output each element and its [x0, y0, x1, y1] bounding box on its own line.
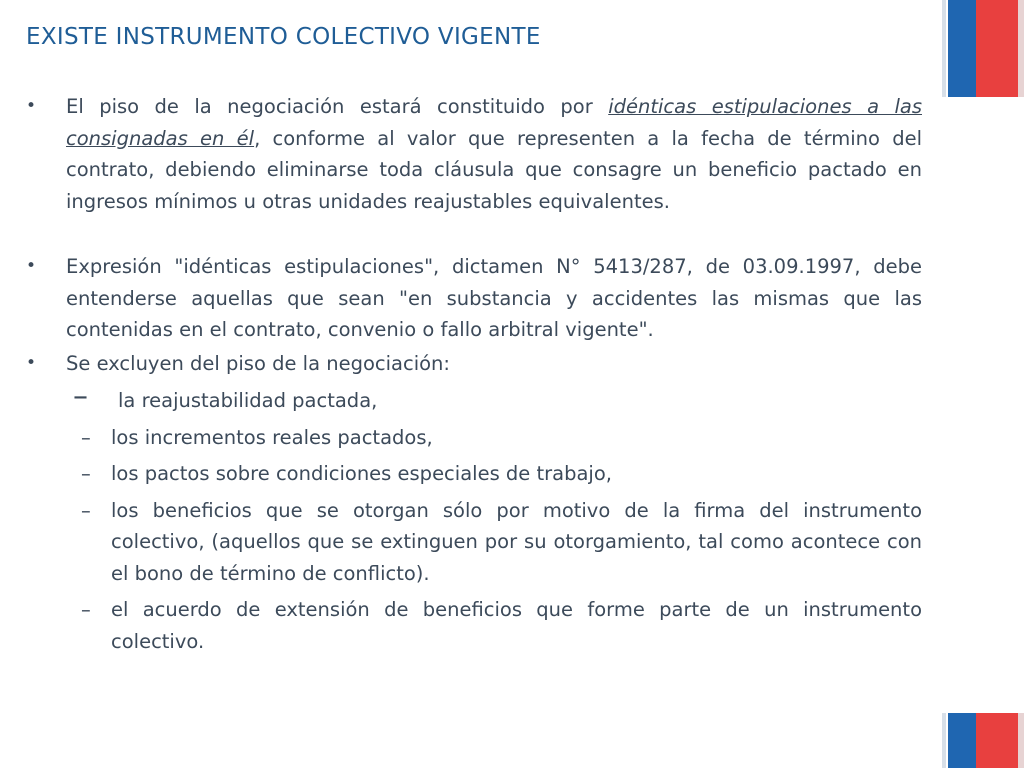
- flag-decoration-top: [942, 0, 1024, 97]
- sub-item-reajustabilidad: [26, 379, 922, 417]
- bullet-item-expresion: [26, 251, 922, 346]
- bullet-text: Se excluyen del piso de la negociación:: [66, 351, 450, 375]
- sub-item-extension: [26, 594, 922, 657]
- dash-icon: –: [81, 462, 91, 485]
- flag-red-stripe-top: [976, 0, 1024, 97]
- sub-item-text: los beneficios que se otorgan sólo por motivo de la firma del instrumento colectivo, (aquellos que se extinguen por su otorgamiento, tal como acontece con el bono de término de conflicto).: [111, 498, 922, 585]
- dash-icon: –: [81, 498, 91, 522]
- dash-icon: –: [81, 425, 91, 449]
- slide-title: EXISTE INSTRUMENTO COLECTIVO VIGENTE: [26, 24, 541, 50]
- dash-icon: –: [73, 379, 88, 414]
- flag-red-stripe-bottom: [976, 713, 1024, 768]
- sub-item-text: los incrementos reales pactados,: [111, 425, 433, 449]
- flag-blue-stripe-bottom: [942, 713, 976, 768]
- sub-item-text: los pactos sobre condiciones especiales de trabajo,: [111, 462, 612, 485]
- flag-decoration-bottom: [942, 713, 1024, 768]
- dash-icon: –: [81, 598, 91, 621]
- bullet-text-emphasis: idénticas estipulaciones a las consignadas en él: [66, 95, 922, 150]
- sub-item-text: el acuerdo de extensión de beneficios que forme parte de un instrumento colectivo.: [111, 598, 922, 653]
- bullet-icon: •: [26, 352, 37, 373]
- flag-blue-stripe-top: [942, 0, 976, 97]
- bullet-icon: •: [26, 256, 37, 276]
- bullet-icon: •: [26, 96, 37, 116]
- bullet-text: Expresión "idénticas estipulaciones", dictamen N° 5413/287, de 03.09.1997, debe entenderse aquellas que sean "en substancia y accidentes las mismas que las contenidas en el contrato, convenio o fallo arbitral vigente".: [66, 255, 922, 341]
- slide-body: [26, 91, 922, 657]
- sub-item-incrementos: [26, 422, 922, 454]
- sub-item-beneficios: [26, 495, 922, 590]
- bullet-item-piso: [26, 91, 922, 217]
- sub-item-text: la reajustabilidad pactada,: [118, 389, 378, 412]
- sub-item-pactos: [26, 458, 922, 490]
- bullet-text-post: , conforme al valor que representen a la fecha de término del contrato, debiendo eliminarse toda cláusula que consagre un beneficio pactado en ingresos mínimos u otras unidades reajustables equivalentes.: [66, 126, 922, 213]
- bullet-item-excluyen: [26, 348, 922, 380]
- bullet-text-pre: El piso de la negociación estará constituido por: [66, 95, 609, 118]
